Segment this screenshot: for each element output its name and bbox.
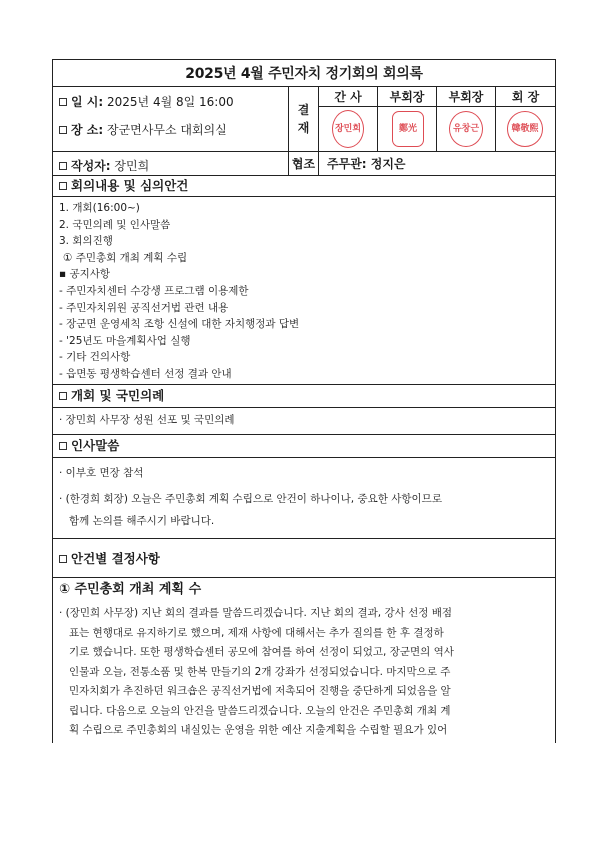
divider bbox=[53, 151, 289, 152]
sign-role-chair: 회 장 bbox=[496, 87, 555, 107]
list-item: - 주민자치센터 수강생 프로그램 이용제한 bbox=[59, 284, 249, 297]
sign-role-vice-2: 부회장 bbox=[437, 87, 496, 107]
approval-label bbox=[289, 87, 319, 151]
list-item: 1. 개회(16:00~) bbox=[59, 202, 140, 214]
agenda-list bbox=[53, 197, 555, 385]
greeting-line: · (한경희 회장) 오늘은 주민총회 계획 수립으로 안건이 하나이나, 중요한 사항이므로 bbox=[59, 493, 442, 506]
list-item: - '25년도 마을계획사업 실행 bbox=[59, 334, 191, 347]
sign-role-secretary: 간 사 bbox=[319, 87, 378, 107]
greeting-line: 함께 논의를 해주시기 바랍니다. bbox=[69, 515, 215, 528]
sign-cell-vice-2 bbox=[437, 107, 496, 151]
place-value: 장군면사무소 대회의실 bbox=[107, 123, 227, 137]
header-table bbox=[53, 87, 555, 176]
paragraph-line: 표는 현행대로 유지하기로 했으며, 제재 사항에 대해서는 추가 질의를 한 후 결정하 bbox=[69, 626, 444, 639]
agenda-heading-text: 회의내용 및 심의안건 bbox=[71, 178, 189, 193]
paragraph-line: 민자치회가 추진하던 워크숍은 공직선거법에 저촉되어 진행을 중단하게 되었음을 알 bbox=[69, 685, 451, 698]
sign-cell-chair bbox=[496, 107, 555, 151]
seal-stamp-icon: 장민희 bbox=[332, 110, 364, 148]
greeting-heading bbox=[53, 435, 555, 458]
greeting-heading-text: 인사말씀 bbox=[71, 438, 120, 454]
list-item: ① 주민총회 개최 계획 수립 bbox=[63, 251, 188, 264]
decisions-heading-text: 안건별 결정사항 bbox=[71, 551, 160, 567]
author-row bbox=[59, 157, 149, 174]
document-title: 2025년 4월 주민자치 정기회의 회의록 bbox=[53, 59, 555, 87]
list-item: - 장군면 운영세칙 조항 신설에 대한 자치행정과 답변 bbox=[59, 318, 300, 331]
list-item: - 기타 건의사항 bbox=[59, 351, 131, 364]
checkbox-square-icon bbox=[59, 126, 67, 134]
checkbox-square-icon bbox=[59, 98, 67, 106]
checkbox-square-icon bbox=[59, 182, 67, 190]
paragraph-line: 기로 했습니다. 또한 평생학습센터 공모에 참여를 하여 선정이 되었고, 장군면의 역사 bbox=[69, 646, 454, 659]
place-label: 장 소: bbox=[71, 123, 104, 137]
seal-stamp-icon: 유창근 bbox=[449, 111, 483, 147]
opening-heading bbox=[53, 385, 555, 408]
minutes-document bbox=[52, 59, 556, 743]
decisions-heading bbox=[53, 539, 555, 575]
approval-label-1: 결 bbox=[297, 103, 310, 117]
decision-item-title: ① 주민총회 개최 계획 수 bbox=[59, 582, 202, 598]
sign-role-vice-1: 부회장 bbox=[378, 87, 437, 107]
list-item: ▪ 공지사항 bbox=[59, 268, 111, 281]
place-row bbox=[59, 121, 227, 138]
author-label: 작성자: bbox=[71, 159, 111, 173]
checkbox-square-icon bbox=[59, 442, 67, 450]
sign-cell-secretary bbox=[319, 107, 378, 151]
list-item: 2. 국민의례 및 인사말씀 bbox=[59, 218, 171, 231]
opening-heading-text: 개회 및 국민의례 bbox=[71, 387, 165, 403]
date-row bbox=[59, 93, 234, 110]
list-item: 3. 회의진행 bbox=[59, 235, 113, 248]
greeting-line: · 이부호 면장 참석 bbox=[59, 467, 144, 480]
opening-body bbox=[53, 408, 555, 436]
coop-label: 협조 bbox=[289, 151, 319, 175]
approval-label-2: 재 bbox=[297, 121, 310, 135]
info-block bbox=[53, 87, 289, 175]
checkbox-square-icon bbox=[59, 555, 67, 563]
checkbox-square-icon bbox=[59, 392, 67, 400]
greeting-body bbox=[53, 458, 555, 539]
opening-text: · 장민희 사무장 성원 선포 및 국민의례 bbox=[59, 413, 235, 426]
sign-cell-vice-1 bbox=[378, 107, 437, 151]
seal-stamp-icon: 韓敬熙 bbox=[507, 111, 543, 147]
list-item: - 주민자치위원 공직선거법 관련 내용 bbox=[59, 301, 229, 314]
decision-paragraph bbox=[53, 602, 555, 743]
paragraph-line: 인물과 오늘, 전통소품 및 한복 만들기의 2개 강좌가 선정되었습니다. 마지막으로 주 bbox=[69, 665, 451, 678]
paragraph-line: · (장민희 사무장) 지난 회의 결과를 말씀드리겠습니다. 지난 회의 결과, 강사 선정 배점 bbox=[59, 607, 452, 620]
author-value: 장민희 bbox=[114, 159, 150, 173]
paragraph-line: 획 수립으로 주민총회의 내실있는 운영을 위한 예산 지출계획을 수립할 필요가 있어 bbox=[69, 724, 448, 737]
list-item: - 읍면동 평생학습센터 선정 결과 안내 bbox=[59, 367, 232, 380]
seal-stamp-icon: 鄭光 bbox=[392, 111, 424, 147]
date-label: 일 시: bbox=[71, 95, 104, 109]
agenda-heading bbox=[53, 176, 555, 197]
date-value: 2025년 4월 8일 16:00 bbox=[107, 95, 234, 109]
paragraph-line: 립니다. 다음으로 오늘의 안건을 말씀드리겠습니다. 오늘의 안건은 주민총회 개최 계 bbox=[69, 704, 451, 717]
coop-value: 주무관: 정지은 bbox=[319, 151, 555, 175]
checkbox-square-icon bbox=[59, 162, 67, 170]
